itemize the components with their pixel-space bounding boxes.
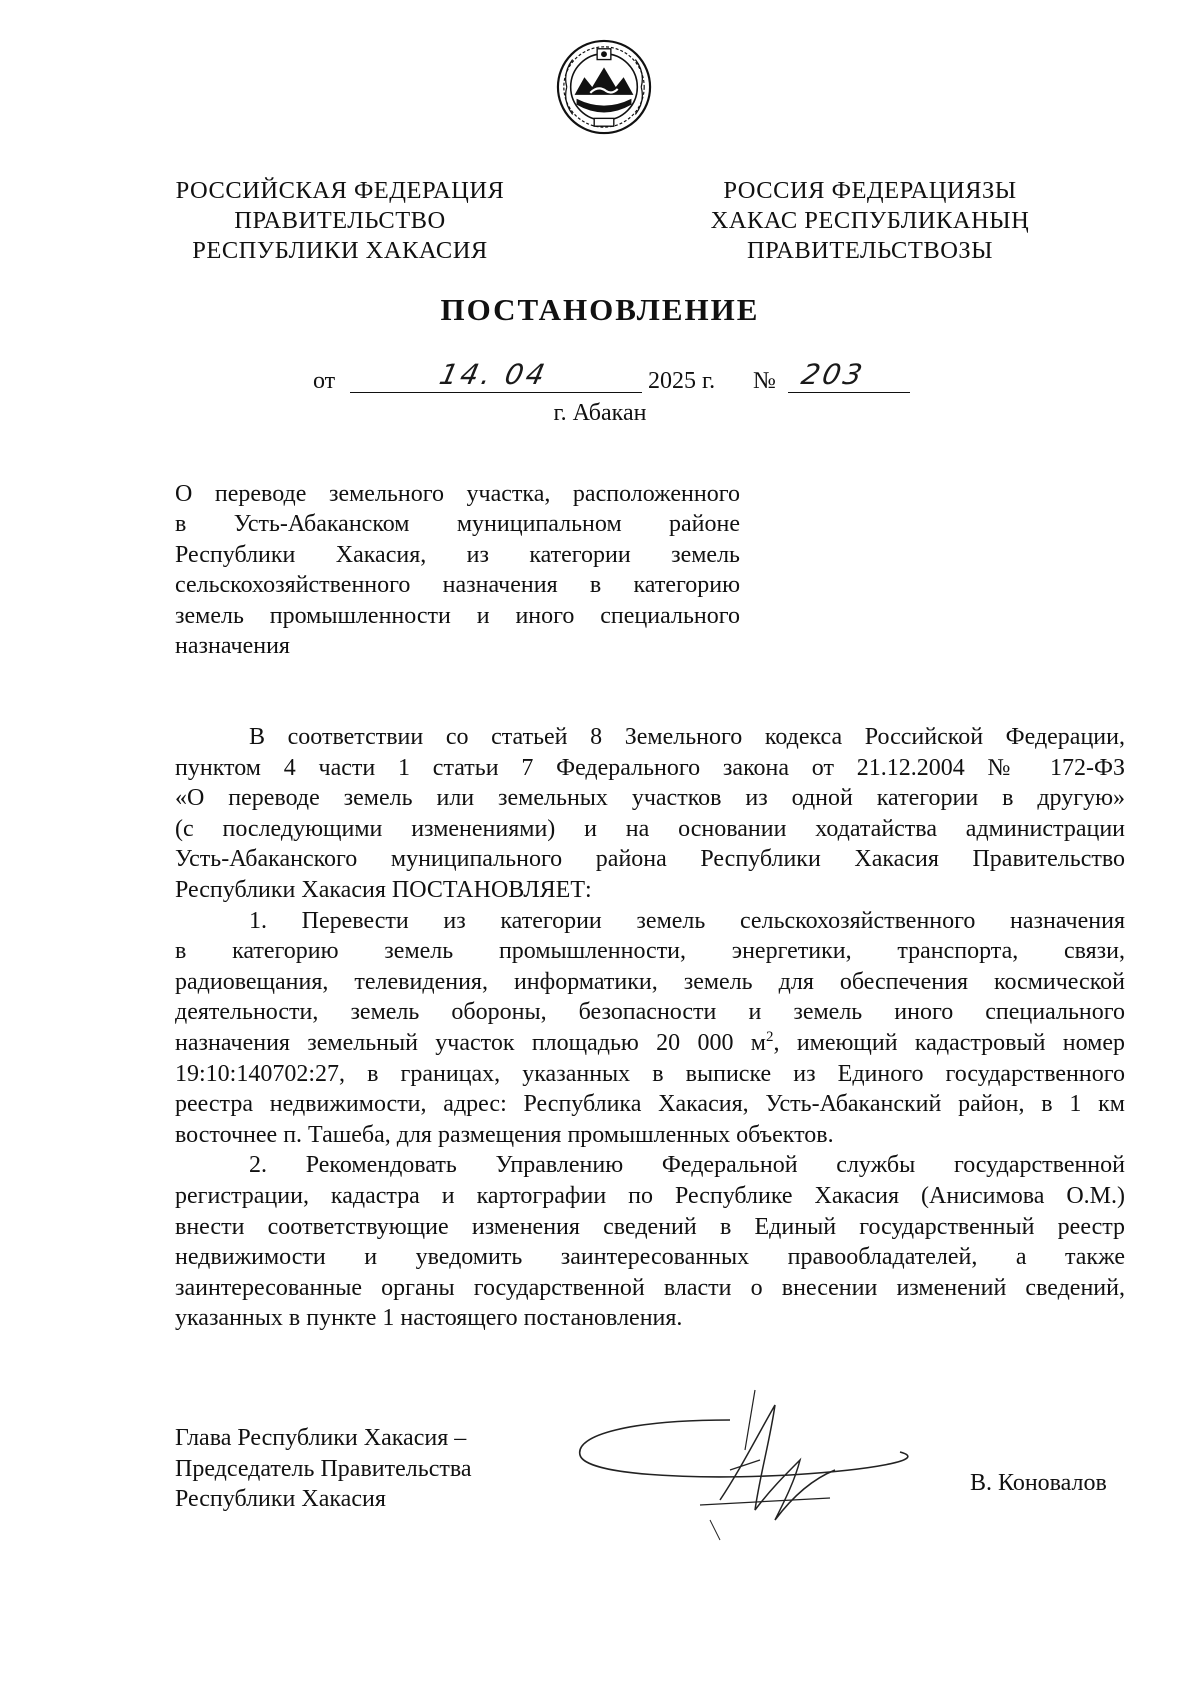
- city-name: г. Абакан: [553, 400, 647, 426]
- signatory-title-line: Председатель Правительства: [175, 1455, 472, 1482]
- coat-of-arms-of-khakassia-icon: [555, 38, 653, 136]
- handwritten-date: 14. 04: [436, 358, 551, 391]
- handwritten-number: 203: [798, 358, 868, 391]
- subject-line: в Усть-Абаканском муниципальном районе: [175, 511, 740, 538]
- body-line: Республики Хакасия ПОСТАНОВЛЯЕТ:: [175, 876, 592, 903]
- date-number-line: [0, 358, 1200, 402]
- date-underline: [350, 358, 642, 393]
- year-label: 2025 г.: [648, 368, 716, 394]
- body-line: реестра недвижимости, адрес: Республика Хакасия, Усть-Абаканский район, в 1 км: [175, 1091, 1125, 1118]
- body-line: недвижимости и уведомить заинтересованных правообладателей, а также: [175, 1244, 1125, 1271]
- body-line: деятельности, земель обороны, безопасности и земель иного специального: [175, 999, 1125, 1026]
- body-line: указанных в пункте 1 настоящего постановления.: [175, 1305, 683, 1332]
- number-label: №: [753, 368, 776, 394]
- body-line: 19:10:140702:27, в границах, указанных в выписке из Единого государственного: [175, 1060, 1125, 1087]
- subject-line: земель промышленности и иного специального: [175, 602, 740, 629]
- document-body: [175, 722, 1125, 1334]
- subject-line: Республики Хакасия, из категории земель: [175, 541, 740, 568]
- header-left-line: РОССИЙСКАЯ ФЕДЕРАЦИЯ: [175, 177, 505, 204]
- signatory-title-line: Глава Республики Хакасия –: [175, 1425, 467, 1451]
- signatory-title-line: Республики Хакасия: [175, 1486, 386, 1513]
- body-line: (с последующими изменениями) и на основании ходатайства администрации: [175, 815, 1125, 842]
- header-right-line: ХАКАС РЕСПУБЛИКАНЫҢ: [710, 207, 1030, 234]
- date-from-label: от: [313, 368, 336, 394]
- area-text: назначения земельный участок площадью 20 000 м: [175, 1029, 766, 1056]
- document-type-title: ПОСТАНОВЛЕНИЕ: [440, 292, 760, 327]
- body-line: заинтересованные органы государственной власти о внесении изменений сведений,: [175, 1274, 1125, 1301]
- body-line: 2. Рекомендовать Управлению Федеральной службы государственной: [249, 1152, 1125, 1179]
- body-line: 1. Перевести из категории земель сельскохозяйственного назначения: [249, 907, 1125, 934]
- subject-heading: [175, 479, 740, 661]
- body-line: внести соответствующие изменения сведений в Единый государственный реестр: [175, 1213, 1125, 1240]
- body-line: радиовещания, телевидения, информатики, земель для обеспечения космической: [175, 968, 1125, 995]
- header-left-line: РЕСПУБЛИКИ ХАКАСИЯ: [192, 237, 488, 264]
- handwritten-signature: [570, 1380, 970, 1555]
- area-text-after: , имеющий кадастровый номер: [773, 1029, 1125, 1056]
- signatory-name: В. Коновалов: [970, 1470, 1107, 1496]
- body-line: регистрации, кадастра и картографии по Республике Хакасия (Анисимова О.М.): [175, 1182, 1125, 1209]
- subject-line: О переводе земельного участка, расположенного: [175, 481, 740, 507]
- subject-line: сельскохозяйственного назначения в категорию: [175, 572, 740, 599]
- header-right: [690, 176, 1050, 266]
- body-line: В соответствии со статьей 8 Земельного кодекса Российской Федерации,: [249, 724, 1125, 750]
- body-line: в категорию земель промышленности, энергетики, транспорта, связи,: [175, 938, 1125, 965]
- header-left-line: ПРАВИТЕЛЬСТВО: [234, 207, 446, 234]
- signatory-title: [175, 1423, 472, 1515]
- body-line: восточнее п. Ташеба, для размещения промышленных объектов.: [175, 1121, 834, 1148]
- subject-line: назначения: [175, 632, 290, 659]
- area-unit-superscript: 2: [766, 1028, 774, 1045]
- header-left: [160, 176, 520, 266]
- body-line-area: [175, 1028, 1125, 1059]
- body-line: «О переводе земель или земельных участков из одной категории в другую»: [175, 785, 1125, 812]
- header-right-line: ПРАВИТЕЛЬСТВОЗЫ: [746, 237, 994, 264]
- body-line: Усть-Абаканского муниципального района Республики Хакасия Правительство: [175, 846, 1125, 873]
- number-underline: [788, 358, 910, 393]
- header-right-line: РОССИЯ ФЕДЕРАЦИЯЗЫ: [723, 177, 1017, 204]
- body-line: пунктом 4 части 1 статьи 7 Федерального закона от 21.12.2004 № 172-ФЗ: [175, 754, 1125, 781]
